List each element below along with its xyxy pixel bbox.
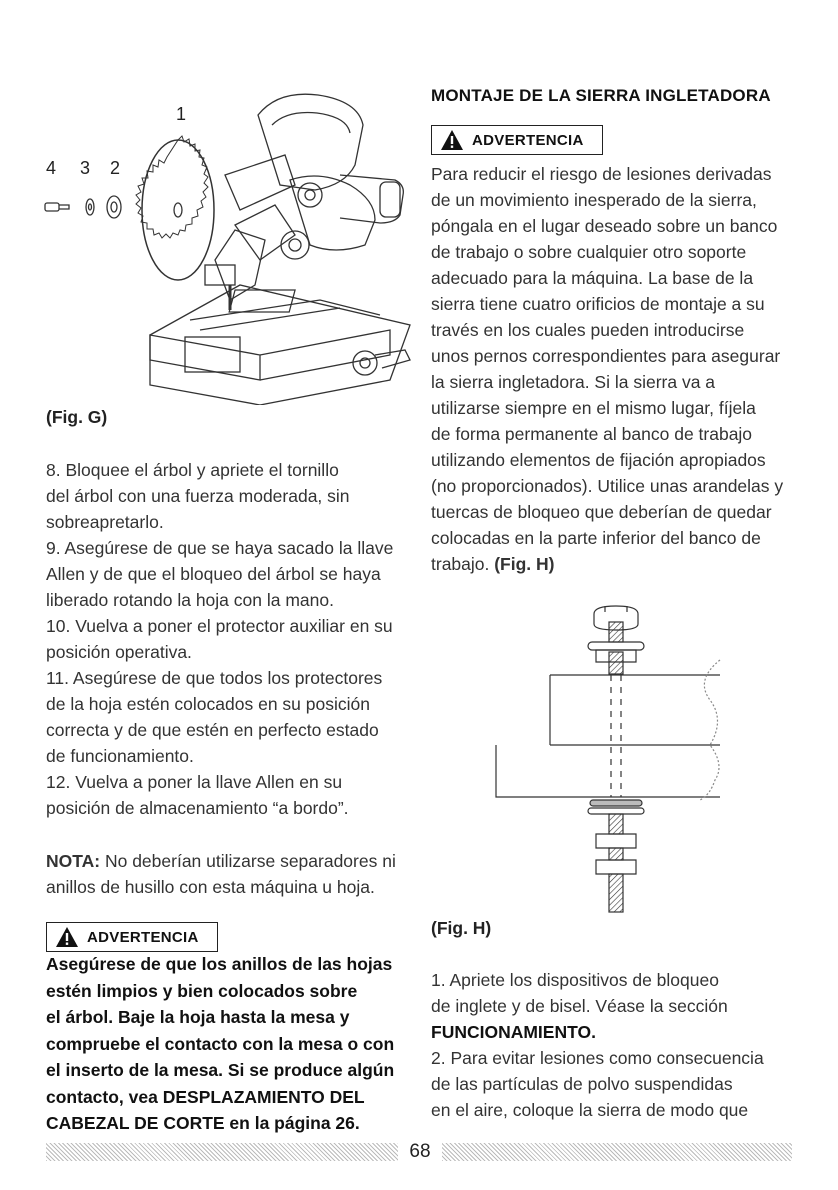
right-step-1-line-2: de inglete y de bisel. Véase la sección (431, 996, 728, 1016)
right-step-2-line-3: en el aire, coloque la sierra de modo que (431, 1100, 749, 1120)
nota-line-1: No deberían utilizarse separadores ni (100, 851, 396, 871)
right-body-line-7: través en los cuales pueden introducirse (431, 320, 745, 340)
outer-washer-icon (86, 199, 94, 215)
footer-bar-right (442, 1143, 792, 1161)
left-warning-label: ADVERTENCIA (87, 928, 199, 946)
fig-h-illustration (490, 600, 750, 920)
fig-h-label: (Fig. H) (431, 918, 492, 938)
left-warning-line-3: el árbol. Baje la hoja hasta la mesa y (46, 1007, 350, 1027)
left-warning-box (46, 922, 218, 952)
step-8-line-2: del árbol con una fuerza moderada, sin (46, 486, 350, 506)
step-11-line-2: de la hoja estén colocados en su posición (46, 694, 370, 714)
right-body-line-10: utilizarse siempre en el mismo lugar, fíjela (431, 398, 756, 418)
right-body (431, 161, 811, 577)
nota-block (46, 848, 426, 900)
warning-triangle-icon (440, 129, 464, 151)
footer-bar-left (46, 1143, 398, 1161)
fig-g-illustration (40, 85, 420, 405)
right-step-2-line-2: de las partículas de polvo suspendidas (431, 1074, 733, 1094)
fig-g-label: (Fig. G) (46, 407, 108, 427)
step-11-line-3: correcta y de que estén en perfecto estado (46, 720, 379, 740)
warning-triangle-icon (55, 926, 79, 948)
fig-g-callout-2: 2 (110, 158, 121, 178)
page-number: 68 (409, 1141, 431, 1162)
right-body-line-9: la sierra ingletadora. Si la sierra va a (431, 372, 716, 392)
right-body-line-12: utilizando elementos de fijación apropiados (431, 450, 766, 470)
step-10-line-2: posición operativa. (46, 642, 192, 662)
left-warning-line-1: Asegúrese de que los anillos de las hojas (46, 954, 393, 974)
step-12-line-2: posición de almacenamiento “a bordo”. (46, 798, 349, 818)
bolt-mounting-diagram (490, 600, 750, 920)
nota-label: NOTA: (46, 851, 101, 871)
right-steps (431, 967, 811, 1123)
step-8-line-3: sobreapretarlo. (46, 512, 164, 532)
right-body-line-3: póngala en el lugar deseado sobre un banco (431, 216, 778, 236)
right-step-1-line-1: 1. Apriete los dispositivos de bloqueo (431, 970, 719, 990)
right-heading: MONTAJE DE LA SIERRA INGLETADORA (431, 86, 771, 105)
right-body-line-5: adecuado para la máquina. La base de la (431, 268, 754, 288)
arbor-bolt-icon (45, 203, 69, 211)
right-body-line-4: de trabajo o sobre cualquier otro soporte (431, 242, 747, 262)
step-12-line-1: 12. Vuelva a poner la llave Allen en su (46, 772, 343, 792)
right-warning-label: ADVERTENCIA (472, 131, 584, 149)
miter-saw-drawing (40, 85, 420, 405)
left-warning-line-5: el inserto de la mesa. Si se produce algún (46, 1060, 395, 1080)
left-warning-line-6: contacto, vea DESPLAZAMIENTO DEL (46, 1086, 365, 1107)
left-warning-line-4: compruebe el contacto con la mesa o con (46, 1033, 395, 1054)
step-10-line-1: 10. Vuelva a poner el protector auxiliar en su (46, 616, 393, 636)
right-body-line-11: de forma permanente al banco de trabajo (431, 424, 753, 444)
right-body-line-14: tuercas de bloqueo que deberían de quedar (431, 502, 772, 522)
step-9-line-1: 9. Asegúrese de que se haya sacado la llave (46, 538, 394, 558)
fig-h-reference: (Fig. H) (494, 554, 555, 574)
right-body-line-15: colocadas en la parte inferior del banco de (431, 528, 761, 548)
inner-washer-icon (107, 196, 121, 218)
fig-g-callout-4: 4 (46, 158, 57, 178)
step-9-line-3: liberado rotando la hoja con la mano. (46, 590, 334, 610)
step-9-line-2: Allen y de que el bloqueo del árbol se haya (46, 564, 381, 584)
step-8-line-1: 8. Bloquee el árbol y apriete el tornillo (46, 460, 339, 480)
right-body-line-8: unos pernos correspondientes para asegurar (431, 346, 781, 366)
right-step-1-bold: FUNCIONAMIENTO. (431, 1022, 596, 1042)
right-warning-box (431, 125, 603, 155)
right-body-line-1: Para reducir el riesgo de lesiones derivadas (431, 164, 772, 184)
left-warning-line-7: CABEZAL DE CORTE en la página 26. (46, 1113, 360, 1133)
fig-g-callout-1: 1 (176, 104, 187, 124)
right-body-line-2: de un movimiento inesperado de la sierra, (431, 190, 757, 210)
saw-blade-icon (136, 136, 214, 280)
step-11-line-4: de funcionamiento. (46, 746, 194, 766)
right-step-2-line-1: 2. Para evitar lesiones como consecuencia (431, 1048, 764, 1068)
left-warning-line-2: estén limpios y bien colocados sobre (46, 980, 358, 1001)
right-body-line-16: trabajo. (431, 554, 495, 574)
right-body-line-6: sierra tiene cuatro orificios de montaje a su (431, 294, 765, 314)
fig-g-callout-3: 3 (80, 158, 91, 178)
right-body-line-13: (no proporcionados). Utilice unas arandelas y (431, 476, 784, 496)
left-warning-text (46, 951, 426, 1137)
nota-line-2: anillos de husillo con esta máquina u hoja. (46, 877, 375, 897)
left-steps (46, 457, 416, 821)
step-11-line-1: 11. Asegúrese de que todos los protectores (46, 668, 383, 688)
